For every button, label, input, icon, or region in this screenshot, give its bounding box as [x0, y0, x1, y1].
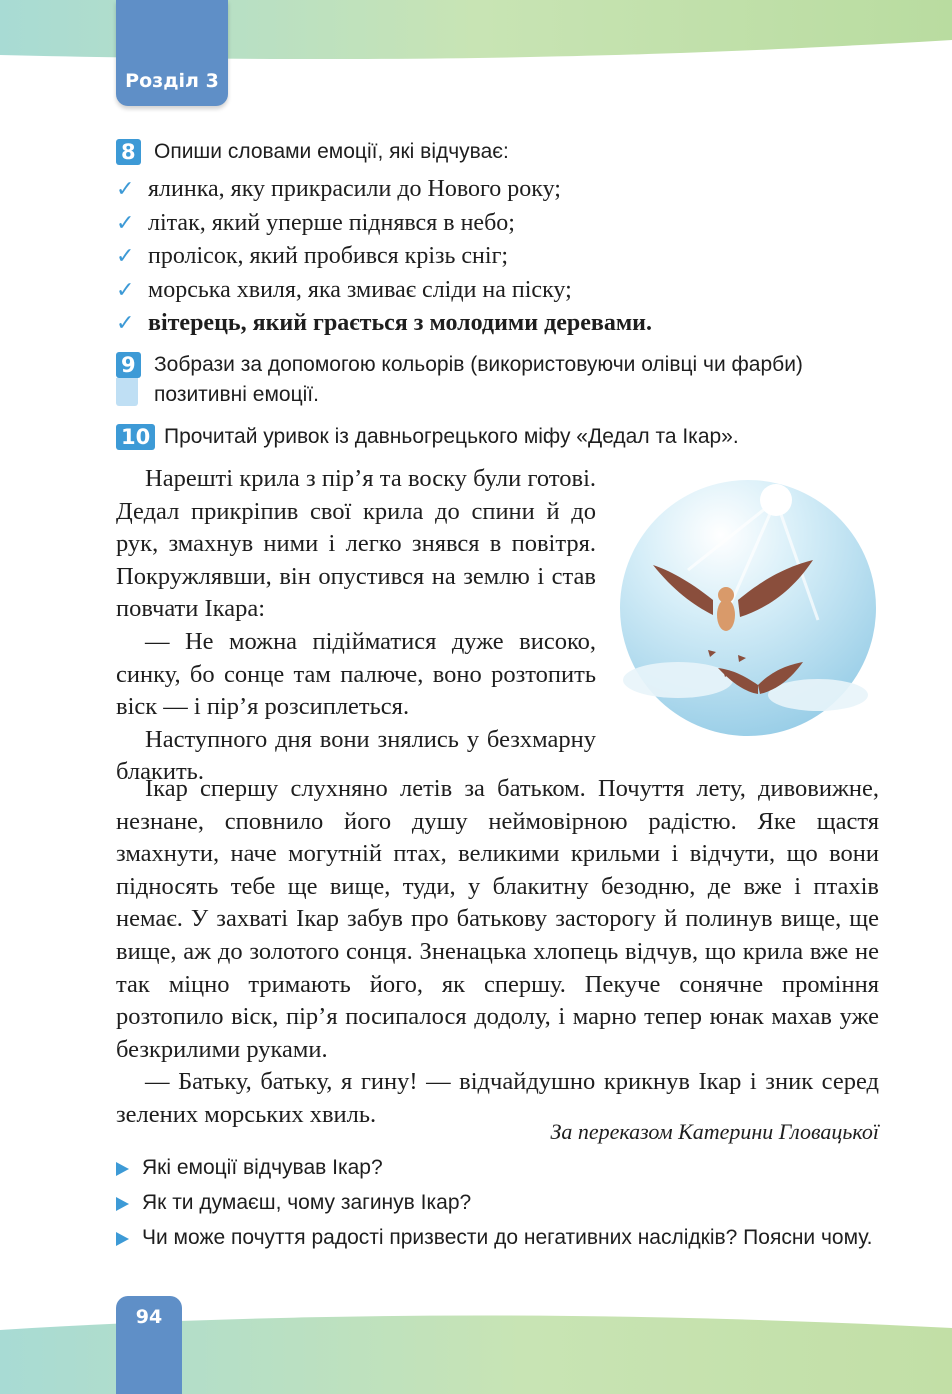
story-paragraph: Наступного дня вони знялись у безхмарну блакить.: [116, 725, 596, 786]
task-10: [116, 422, 739, 452]
task-9: [116, 350, 803, 410]
list-item: ✓ ялинка, яку прикрасили до Нового року;: [116, 173, 652, 207]
task-8-prompt: Опиши словами емоції, які відчуває:: [154, 140, 509, 163]
task-number-9: 9: [116, 352, 141, 378]
list-item: ✓ морська хвиля, яка змиває сліди на піску;: [116, 274, 652, 308]
section-label: Розділ 3: [125, 70, 219, 92]
checkmark-icon: ✓: [116, 277, 135, 303]
checkmark-icon: ✓: [116, 177, 135, 202]
task-number-bar: [116, 378, 138, 406]
icarus-illustration: [618, 470, 878, 740]
list-item: Чи може почуття радості призвести до негативних наслідків? Поясни чому.: [116, 1223, 886, 1252]
task-9-line1: Зобрази за допомогою кольорів (використовуючи олівці чи фарби): [154, 353, 803, 376]
list-item: Як ти думаєш, чому загинув Ікар?: [116, 1188, 886, 1217]
task-8: [116, 137, 509, 167]
arrow-right-icon: [116, 1197, 129, 1211]
story-attribution: За переказом Катерини Гловацької: [550, 1119, 879, 1144]
story-paragraph: — Не можна підійматися дуже високо, синку, бо сонце там палюче, воно розтопить віск — і пір’я розсиплеться.: [116, 627, 596, 721]
list-item: ✓ вітерець, який грається з молодими деревами.: [116, 307, 652, 341]
list-item: ✓ літак, який уперше піднявся в небо;: [116, 207, 652, 241]
arrow-right-icon: [116, 1232, 129, 1246]
task-number-8: 8: [116, 139, 141, 165]
task-10-prompt: Прочитай уривок із давньогрецького міфу «Дедал та Ікар».: [164, 425, 739, 448]
list-item: ✓ пролісок, який пробився крізь сніг;: [116, 240, 652, 274]
story-paragraph: — Батьку, батьку, я гину! — відчайдушно крикнув Ікар і зник серед зелених морських хвиль.: [116, 1068, 879, 1128]
task-9-line2: позитивні емоції.: [154, 383, 319, 406]
checkmark-icon: ✓: [116, 244, 135, 269]
page-number: 94: [135, 1306, 163, 1328]
story-excerpt-bottom: [116, 773, 879, 1132]
page-number-tab: [116, 1296, 182, 1394]
story-paragraph: Ікар спершу слухняно летів за батьком. Почуття лету, дивовижне, незнане, сповнило його душу неймовірною радістю. Яке щастя змахнути, наче могутній птах, великими крильми і відчути, що вони підносять тебе ще вище, туди, у блакитну безодню, де вже і птахів немає. У захваті Ікар забув про батькову засторогу й полинув вище, ще вище, аж до золотого сонця. Зненацька хлопець відчув, що крила вже не так міцно тримають його, як спершу. Пекуче сонячне проміння розтопило віск, пір’я посипалося додолу, і марно тепер юнак махав уже безкрилими руками.: [116, 775, 879, 1063]
checkmark-icon: ✓: [116, 311, 135, 336]
list-item: Які емоції відчував Ікар?: [116, 1153, 886, 1182]
section-tab: [116, 0, 228, 106]
task-8-list: [116, 173, 652, 341]
story-paragraph: Нарешті крила з пір’я та воску були готові. Дедал прикріпив свої крила до спини й до рук, змахнув ними і легко знявся в повітря. Покружлявши, він опустився на землю і став повчати Ікара:: [116, 465, 596, 623]
arrow-right-icon: [116, 1162, 129, 1176]
task-number-10: 10: [116, 424, 155, 450]
story-excerpt-top: [116, 463, 596, 789]
checkmark-icon: ✓: [116, 210, 135, 236]
questions-list: [116, 1153, 886, 1258]
